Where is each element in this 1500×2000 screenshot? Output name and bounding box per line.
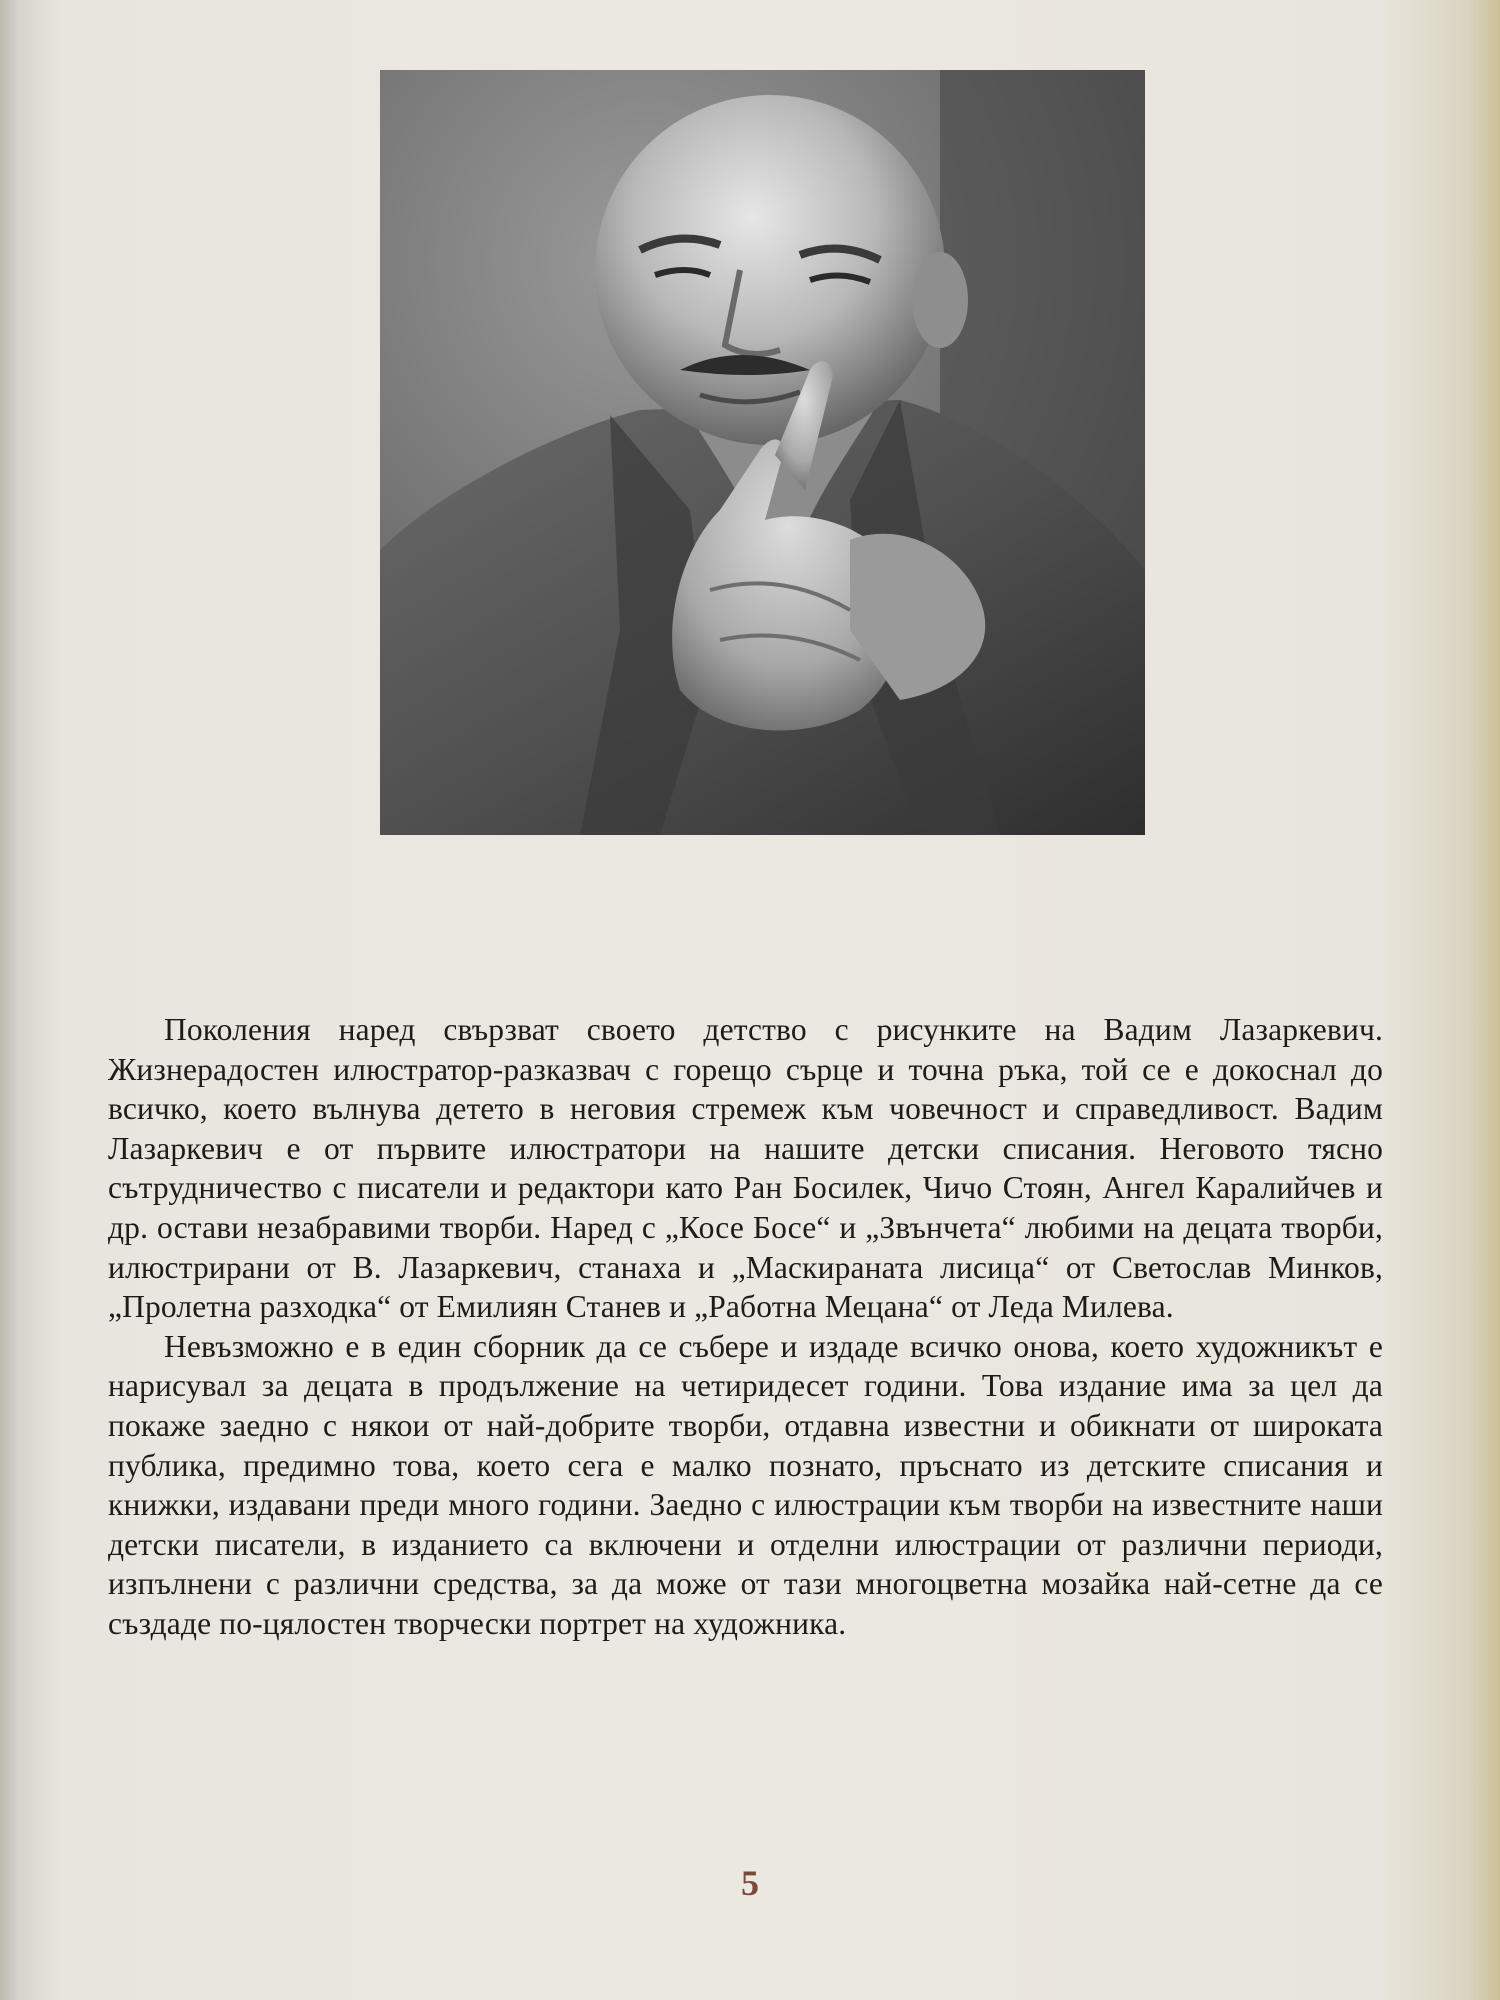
paragraph-1: Поколения наред свързват своето детство с рисунките на Вадим Лазаркевич. Жизнерадостен илюстратор-разказвач с горещо сърце и точна ръка, той се е докоснал до всичко, което вълнува детето в неговия стремеж към човечност и справедливост. Вадим Лазаркевич е от първите илюстратори на нашите детски списания. Неговото тясно сътрудничество с писатели и редактори като Ран Босилек, Чичо Стоян, Ангел Каралийчев и др. остави незабравими творби. Наред с „Косе Босе“ и „Звънчета“ любими на децата творби, илюстрирани от В. Лазаркевич, станаха и „Маскираната лисица“ от Светослав Минков, „Пролетна разходка“ от Емилиян Станев и „Работна Мецана“ от Леда Милева. (108, 1012, 1383, 1325)
article-text (108, 1010, 1383, 1644)
portrait-illustration (380, 70, 1145, 835)
paragraph-2: Невъзможно е в един сборник да се събере и издаде всичко онова, което художникът е нарисувал за децата в продължение на четиридесет години. Това издание има за цел да покаже заедно с някои от най-добрите творби, отдавна известни и обикнати от широката публика, предимно това, което сега е малко познато, пръснато из детските списания и книжки, издавани преди много години. Заедно с илюстрации към творби на известните наши детски писатели, в изданието са включени и отделни илюстрации от различни периоди, изпълнени с различни средства, за да може от тази многоцветна мозайка най-сетне да се създаде по-цялостен творчески портрет на художника. (108, 1328, 1383, 1641)
portrait-photo (380, 70, 1145, 835)
page-number: 5 (741, 1863, 759, 1903)
